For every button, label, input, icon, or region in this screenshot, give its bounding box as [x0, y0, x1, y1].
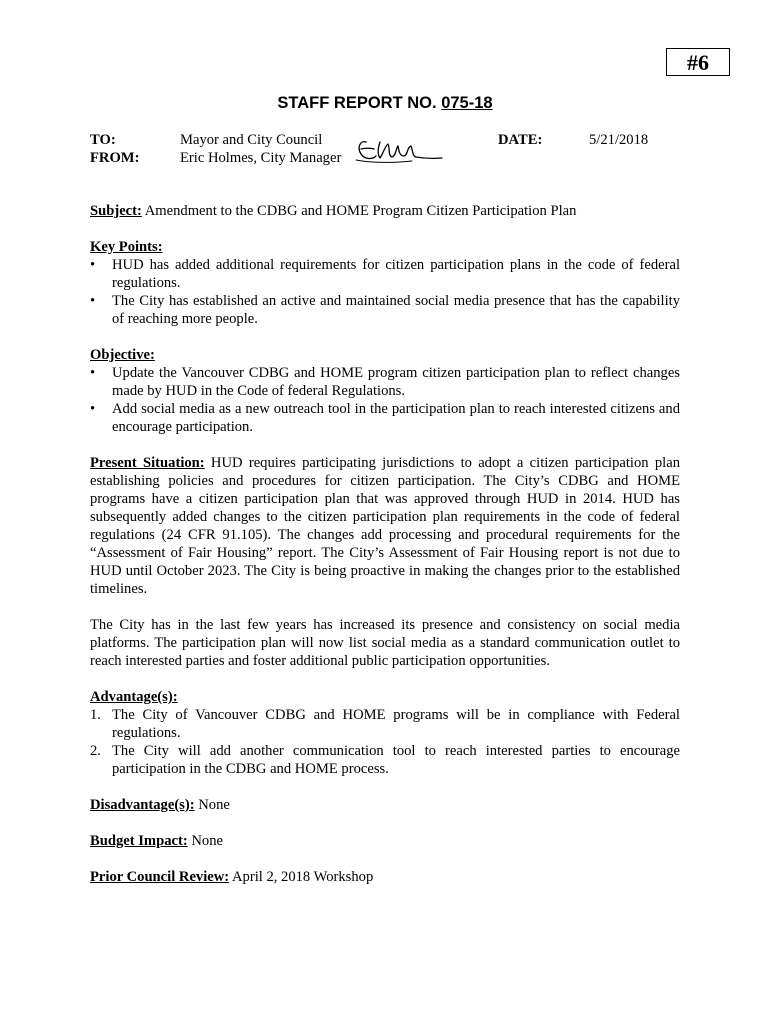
- date-value: 5/21/2018: [589, 132, 649, 148]
- bullet-mark: •: [90, 401, 96, 417]
- list-item: [90, 400, 680, 436]
- advantages-section: [90, 688, 680, 778]
- social-media-paragraph: [90, 616, 680, 670]
- objective-heading: Objective:: [90, 347, 155, 363]
- report-title-prefix: STAFF REPORT NO.: [277, 94, 442, 112]
- advantages-list: [90, 706, 680, 778]
- budget-impact-section: [90, 832, 680, 850]
- prior-review-label: Prior Council Review:: [90, 869, 230, 885]
- list-number: 1.: [90, 707, 101, 723]
- report-number: 075-18: [441, 94, 493, 112]
- objective-list: [90, 364, 680, 436]
- paragraph-text: The City has in the last few years has increased its presence and consistency on social media platforms. The participation plan will now list social media as a standard communication outlet to reach interested parties and foster additional public participation opportunities.: [90, 617, 680, 669]
- list-item: [90, 256, 680, 292]
- bullet-mark: •: [90, 365, 96, 381]
- list-item: [90, 742, 680, 778]
- advantages-heading: Advantage(s):: [90, 689, 178, 705]
- list-item: [90, 292, 680, 328]
- prior-review-section: [90, 868, 680, 886]
- bullet-mark: •: [90, 293, 96, 309]
- prior-review-text: April 2, 2018 Workshop: [229, 869, 374, 885]
- budget-impact-text: None: [187, 833, 223, 849]
- budget-impact-label: Budget Impact:: [90, 833, 188, 849]
- disadvantages-text: None: [194, 797, 230, 813]
- present-situation-label: Present Situation:: [90, 455, 205, 471]
- list-item-text: Add social media as a new outreach tool in the participation plan to reach interested citizens and encourage participation.: [112, 401, 680, 435]
- disadvantages-label: Disadvantage(s):: [90, 797, 195, 813]
- list-item: [90, 364, 680, 400]
- subject-label: Subject:: [90, 203, 142, 219]
- from-value: Eric Holmes, City Manager: [180, 150, 342, 166]
- key-points-section: [90, 238, 680, 328]
- report-title: [0, 94, 770, 113]
- objective-section: [90, 346, 680, 436]
- subject-text: Amendment to the CDBG and HOME Program Citizen Participation Plan: [141, 203, 577, 219]
- bullet-mark: •: [90, 257, 96, 273]
- key-points-heading: Key Points:: [90, 239, 163, 255]
- key-points-list: [90, 256, 680, 328]
- present-situation-text: HUD requires participating jurisdictions to adopt a citizen participation plan establishing policies and procedures for citizen participation. The City’s CDBG and HOME programs have a citizen participation plan that was approved through HUD in 2014. HUD has subsequently added changes to the citizen participation plan requirements in the code of federal regulations (24 CFR 91.105). The changes add processing and procedural requirements for the “Assessment of Fair Housing” report. The City’s Assessment of Fair Housing report is not due to HUD until October 2023. The City is being proactive in making the changes prior to the established timelines.: [90, 455, 680, 597]
- signature-image: [352, 134, 444, 168]
- report-body: [90, 202, 680, 904]
- list-item-text: The City of Vancouver CDBG and HOME programs will be in compliance with Federal regulations.: [112, 707, 680, 741]
- list-item: [90, 706, 680, 742]
- to-value: Mayor and City Council: [180, 132, 323, 148]
- list-item-text: The City has established an active and maintained social media presence that has the capability of reaching more people.: [112, 293, 680, 327]
- disadvantages-section: [90, 796, 680, 814]
- subject-section: [90, 202, 680, 220]
- list-item-text: Update the Vancouver CDBG and HOME program citizen participation plan to reflect changes made by HUD in the Code of federal Regulations.: [112, 365, 680, 399]
- to-label: TO:: [90, 132, 116, 148]
- date-label: DATE:: [498, 132, 543, 148]
- list-item-text: HUD has added additional requirements for citizen participation plans in the code of federal regulations.: [112, 257, 680, 291]
- present-situation-section: [90, 454, 680, 598]
- list-item-text: The City will add another communication tool to reach interested parties to encourage participation in the CDBG and HOME process.: [112, 743, 680, 777]
- list-number: 2.: [90, 743, 101, 759]
- item-number-badge: #6: [666, 48, 730, 76]
- from-label: FROM:: [90, 150, 140, 166]
